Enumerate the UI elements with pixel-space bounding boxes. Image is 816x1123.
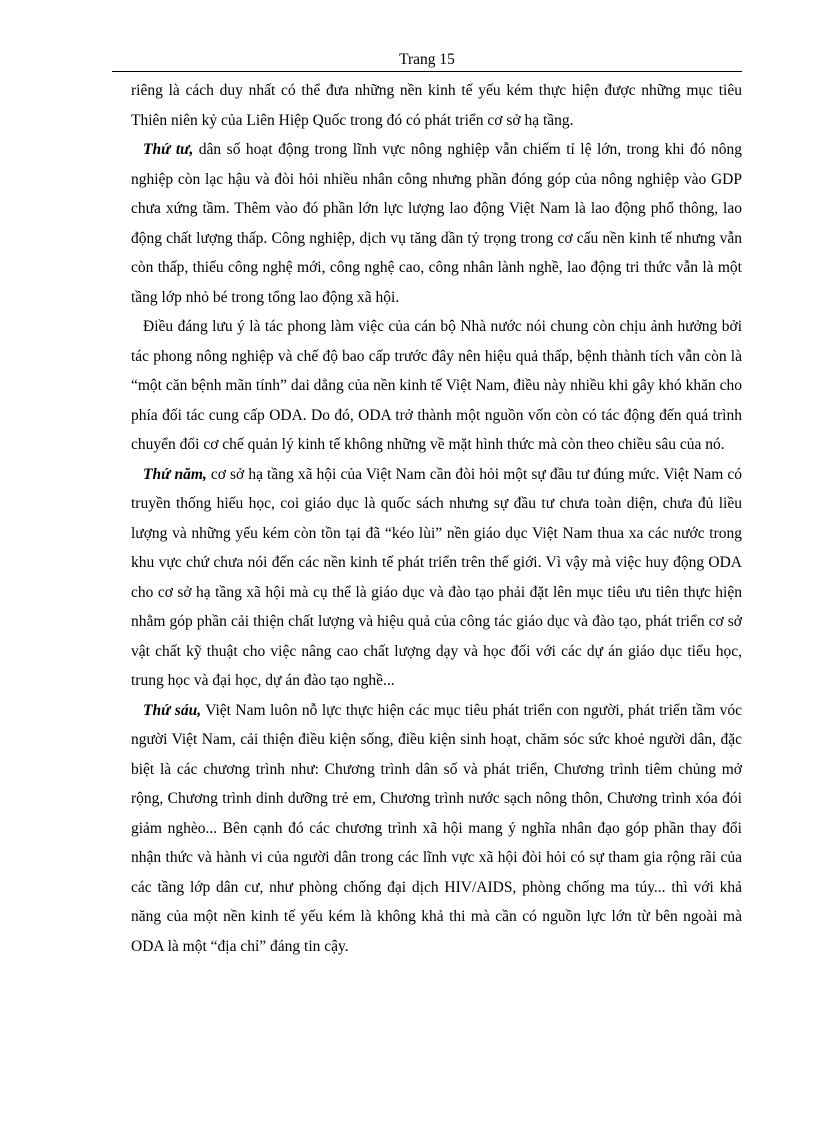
paragraph-work-style bbox=[131, 312, 742, 460]
paragraph-text: Điều đáng lưu ý là tác phong làm việc của cán bộ Nhà nước nói chung còn chịu ảnh hưởng bởi tác phong nông nghiệp và chế độ bao cấp trước đây nên hiệu quả thấp, bệnh thành tích vẫn còn là “một căn bệnh mãn tính” dai dẳng của nền kinh tế Việt Nam, điều này nhiều khi gây khó khăn cho phía đối tác cung cấp ODA. Do đó, ODA trở thành một nguồn vốn còn có tác động đến quá trình chuyển đổi cơ chế quản lý kinh tế không những về mặt hình thức mà còn theo chiều sâu của nó. bbox=[131, 318, 742, 453]
paragraph-text: dân số hoạt động trong lĩnh vực nông nghiệp vẫn chiếm tỉ lệ lớn, trong khi đó nông nghiệp còn lạc hậu và đòi hỏi nhiều nhân công nhưng phần đóng góp của nông nghiệp vào GDP chưa xứng tầm. Thêm vào đó phần lớn lực lượng lao động Việt Nam là lao động phổ thông, lao động chất lượng thấp. Công nghiệp, dịch vụ tăng dần tỷ trọng trong cơ cấu nền kinh tế nhưng vẫn còn thấp, thiếu công nghệ mới, công nghệ cao, công nhân lành nghề, lao động tri thức vẫn là một tầng lớp nhỏ bé trong tổng lao động xã hội. bbox=[131, 141, 742, 306]
page-header bbox=[112, 44, 742, 72]
paragraph-continuation bbox=[131, 76, 742, 135]
paragraph-thu-sau bbox=[131, 696, 742, 962]
paragraph-lead: Thứ sáu, bbox=[143, 701, 202, 719]
paragraph-thu-nam bbox=[131, 460, 742, 696]
paragraph-lead: Thứ tư, bbox=[143, 141, 194, 158]
paragraph-text: riêng là cách duy nhất có thể đưa những nền kinh tế yếu kém thực hiện được những mục tiêu Thiên niên kỷ của Liên Hiệp Quốc trong đó có phát triển cơ sở hạ tầng. bbox=[131, 82, 742, 129]
paragraph-text: cơ sở hạ tầng xã hội của Việt Nam cần đòi hỏi một sự đầu tư đúng mức. Việt Nam có truyền thống hiếu học, coi giáo dục là quốc sách nhưng sự đầu tư chưa toàn diện, chưa đủ liều lượng và những yếu kém còn tồn tại đã “kéo lùi” nền giáo dục Việt Nam thua xa các nước trong khu vực chứ chưa nói đến các nền kinh tế phát triển trên thế giới. Vì vậy mà việc huy động ODA cho cơ sở hạ tầng xã hội mà cụ thể là giáo dục và đào tạo phải đặt lên mục tiêu ưu tiên thực hiện nhằm góp phần cải thiện chất lượng và hiệu quả của công tác giáo dục và đào tạo, phát triển cơ sở vật chất kỹ thuật cho việc nâng cao chất lượng dạy và học đối với các dự án giáo dục tiểu học, trung học và đại học, dự án đào tạo nghề... bbox=[131, 465, 742, 689]
document-body bbox=[131, 76, 742, 961]
paragraph-text: Việt Nam luôn nỗ lực thực hiện các mục tiêu phát triển con người, phát triển tầm vóc người Việt Nam, cải thiện điều kiện sống, điều kiện sinh hoạt, chăm sóc sức khoẻ người dân, đặc biệt là các chương trình như: Chương trình dân số và phát triển, Chương trình tiêm chủng mở rộng, Chương trình dinh dưỡng trẻ em, Chương trình nước sạch nông thôn, Chương trình xóa đói giảm nghèo... Bên cạnh đó các chương trình xã hội mang ý nghĩa nhân đạo góp phần thay đổi nhận thức và hành vi của người dân trong các lĩnh vực xã hội đòi hỏi có sự tham gia rộng rãi của các tầng lớp dân cư, như phòng chống đại dịch HIV/AIDS, phòng chống ma túy... thì với khả năng của một nền kinh tế yếu kém là không khả thi mà cần có nguồn lực lớn từ bên ngoài mà ODA là một “địa chỉ” đáng tin cậy. bbox=[131, 701, 742, 955]
paragraph-lead: Thứ năm, bbox=[143, 465, 207, 483]
paragraph-thu-tu bbox=[131, 135, 742, 312]
page-number: Trang 15 bbox=[399, 51, 455, 68]
